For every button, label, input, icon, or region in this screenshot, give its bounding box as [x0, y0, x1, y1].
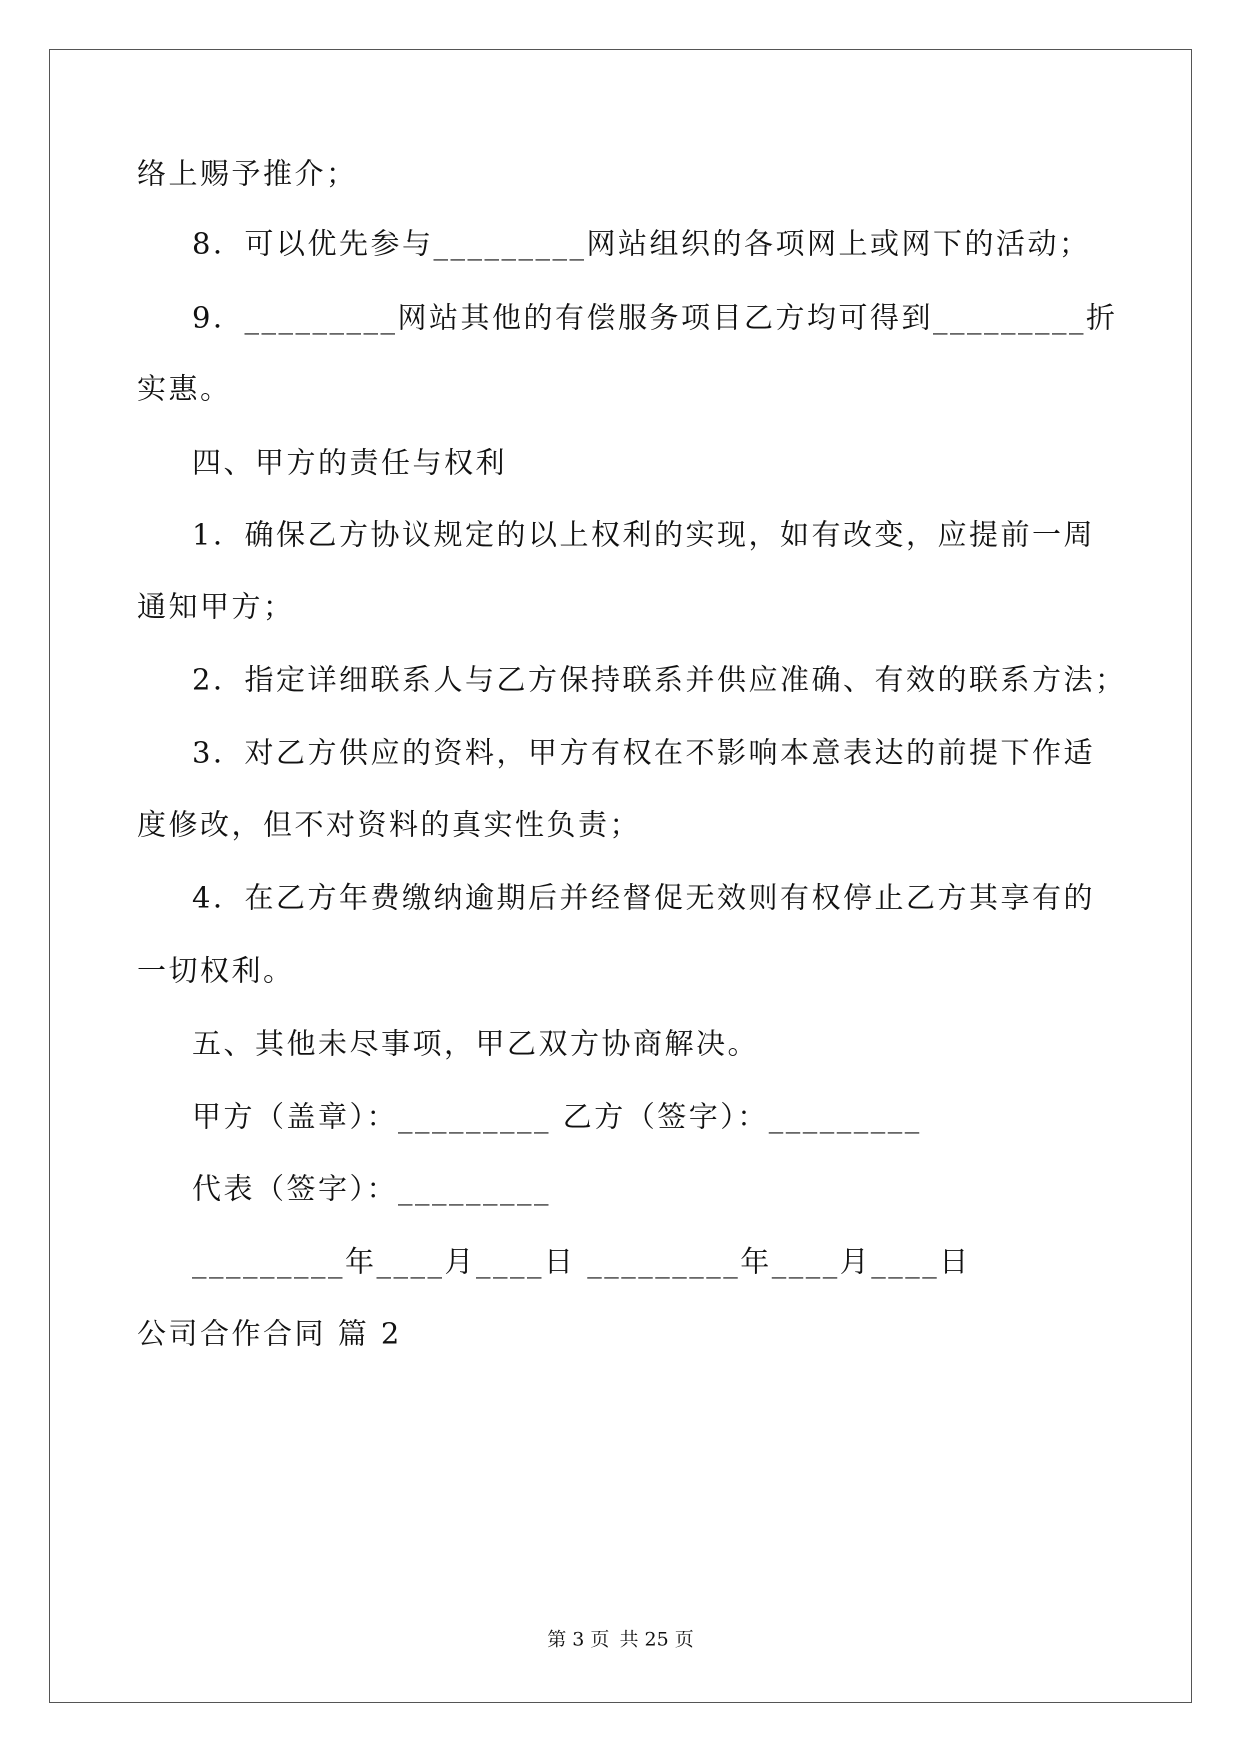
- text-line: 3．对乙方供应的资料，甲方有权在不影响本意表达的前提下作适: [192, 735, 1095, 770]
- text-line: 通知甲方；: [137, 589, 295, 624]
- text-line: 8．可以优先参与_________网站组织的各项网上或网下的活动；: [192, 226, 1091, 261]
- page-total: 共 25 页: [619, 1628, 694, 1651]
- section-heading: 五、其他未尽事项，甲乙双方协商解决。: [192, 1026, 760, 1061]
- page-footer: [0, 1625, 1241, 1652]
- text-line: 1．确保乙方协议规定的以上权利的实现，如有改变，应提前一周: [192, 517, 1095, 552]
- text-line: 一切权利。: [137, 953, 295, 988]
- section-title: 公司合作合同 篇 2: [137, 1316, 402, 1351]
- text-line: 络上赐予推介；: [137, 156, 358, 191]
- page-border: [49, 49, 1192, 1703]
- text-line: 度修改，但不对资料的真实性负责；: [137, 807, 642, 842]
- page-number: 第 3 页: [547, 1628, 610, 1651]
- section-heading: 四、甲方的责任与权利: [192, 445, 508, 480]
- date-line: _________年____月____日 _________年____月____日: [192, 1244, 971, 1279]
- text-line: 2．指定详细联系人与乙方保持联系并供应准确、有效的联系方法；: [192, 662, 1127, 697]
- text-line: 9．_________网站其他的有偿服务项目乙方均可得到_________折: [192, 300, 1118, 335]
- text-line: 4．在乙方年费缴纳逾期后并经督促无效则有权停止乙方其享有的: [192, 880, 1095, 915]
- signature-line: 甲方（盖章）：_________ 乙方（签字）：_________: [192, 1099, 922, 1134]
- text-line: 实惠。: [137, 371, 232, 406]
- signature-line: 代表（签字）：_________: [192, 1171, 552, 1206]
